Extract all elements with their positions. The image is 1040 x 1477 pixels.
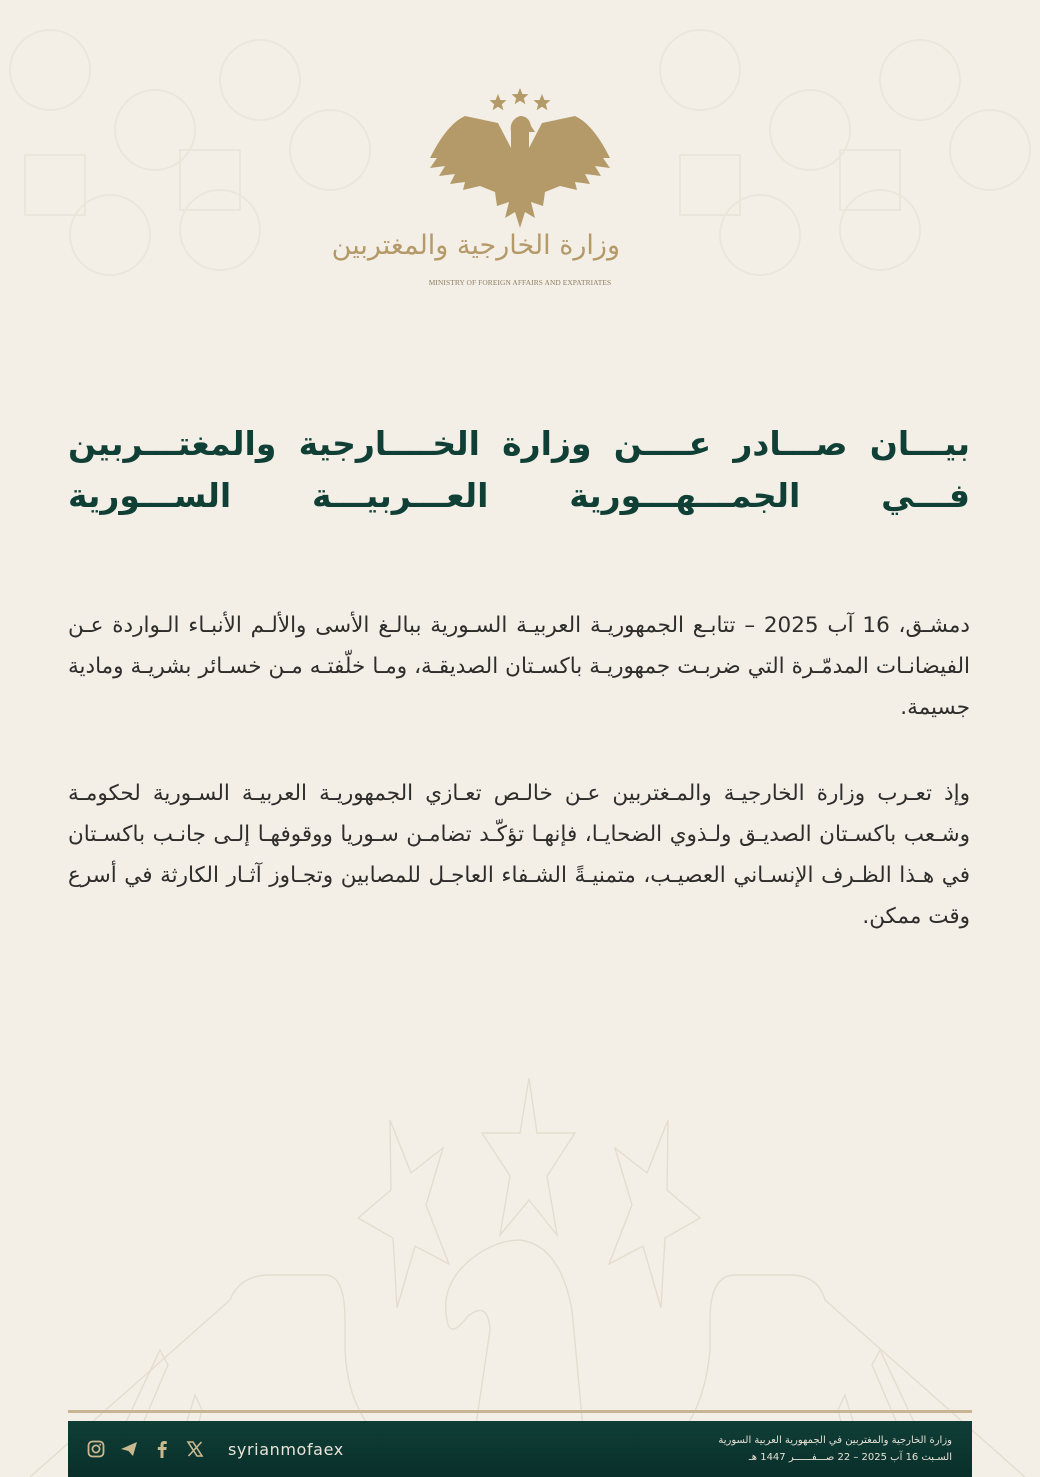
footer-ministry-line: وزارة الخارجية والمغتربين في الجمهورية العربية السورية [718,1435,952,1446]
title-line-1: بيـــان صـــادر عــــن وزارة الخــــارجية والمغتـــربين [68,424,970,463]
footer-date-line: السـبت 16 آب 2025 – 22 صـــفــــــر 1447 هـ [748,1452,952,1463]
ministry-emblem [331,88,620,288]
statement-title [68,418,970,522]
statement-paragraph-1: دمشـق، 16 آب 2025 – تتابـع الجمهوريـة العربيـة السـورية ببالـغ الأسى والألـم الأنبـاء الـواردة عـن الفيضانـات المدمّـرة التي ضربـت جمهوريـة باكسـتان الصديقـة، ومـا خلّفتـه مـن خسـائر بشريـة ومادية جسيمة. [68,613,970,720]
star-icon [490,94,507,110]
telegram-icon[interactable] [119,1439,139,1459]
eagle-emblem-icon [425,88,615,228]
footer-info [718,1432,972,1466]
social-links [68,1439,344,1459]
ministry-arabic-name: وزارة الخارجية والمغتربين [331,230,620,261]
instagram-icon[interactable] [86,1439,106,1459]
footer-divider [68,1410,972,1413]
x-icon[interactable] [185,1439,205,1459]
statement-paragraph-2: وإذ تعـرب وزارة الخارجيـة والمـغتربين عـن خالـص تعـازي الجمهوريـة العربيـة السـورية لحكومـة وشـعب باكسـتان الصديـق ولـذوي الضحايـا، فإنهـا تؤكّـد تضامـن سـوريا ووقوفهـا إلـى جانـب باكسـتان في هـذا الظـرف الإنسـاني العصيـب، متمنيـةً الشـفاء العاجـل للمصابين وتجـاوز آثـار الكارثة في أسرع وقت ممكن. [68,781,970,929]
social-handle[interactable]: syrianmofaex [228,1439,344,1459]
star-icon [534,94,551,110]
ministry-english-name: MINISTRY OF FOREIGN AFFAIRS AND EXPATRIATES [428,278,612,287]
footer-bar [68,1421,972,1477]
eagle-watermark [0,1060,1040,1477]
star-icon [512,88,529,104]
title-line-2: فـــي الجمـــهـــورية العـــربيـــة الســـورية [68,476,970,515]
facebook-icon[interactable] [152,1439,172,1459]
